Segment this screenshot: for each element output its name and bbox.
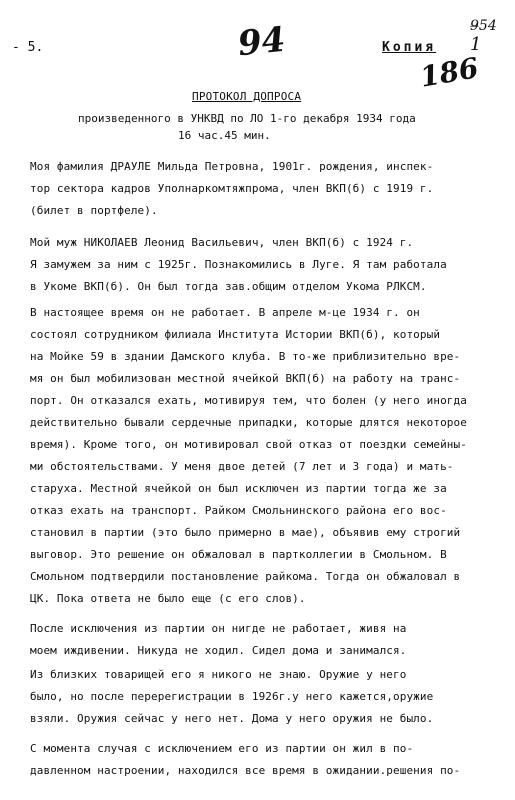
body-line: Мой муж НИКОЛАЕВ Леонид Васильевич, член ВКП(б) с 1924 г.	[30, 236, 414, 249]
body-line: тор сектора кадров Уполнаркомтяжпрома, член ВКП(б) с 1919 г.	[30, 182, 434, 195]
body-line: Моя фамилия ДРАУЛЕ Мильда Петровна, 1901г. рождения, инспек-	[30, 160, 434, 173]
handwritten-sheet-mark: 1	[470, 34, 482, 55]
body-line: давленном настроении, находился все время в ожидании.решения по-	[30, 764, 461, 777]
body-line: ЦК. Пока ответа не было еще (с его слов).	[30, 592, 306, 605]
body-line: на Мойке 59 в здании Дамского клуба. В то-же приблизительно вре-	[30, 350, 461, 363]
body-line: было, но после перерегистрации в 1926г.у него кажется,оружие	[30, 690, 434, 703]
body-line: старуха. Местной ячейкой он был исключен из партии тогда же за	[30, 482, 447, 495]
body-line: мя он был мобилизован местной ячейкой ВКП(б) на работу на транс-	[30, 372, 461, 385]
body-line: состоял сотрудником филиала Института Истории ВКП(б), который	[30, 328, 441, 341]
body-line: отказ ехать на транспорт. Райком Смольнинского района его вос-	[30, 504, 447, 517]
handwritten-folio-number: 94	[236, 19, 288, 65]
body-line: становил в партии (это было примерно в мае), объявив ему строгий	[30, 526, 461, 539]
body-line: действительно бывали сердечные припадки, которые длятся некоторое	[30, 416, 467, 429]
body-line: ми обстоятельствами. У меня двое детей (7 лет и 3 года) и мать-	[30, 460, 454, 473]
document-subtitle-line1: произведенного в УНКВД по ЛО 1-го декабря 1934 года	[78, 112, 416, 125]
body-line: в Укоме ВКП(б). Он был тогда зав.общим отделом Укома РЛКСМ.	[30, 280, 427, 293]
body-line: Я замужем за ним с 1925г. Познакомились в Луге. Я там работала	[30, 258, 447, 271]
body-line: (билет в портфеле).	[30, 204, 158, 217]
body-line: взяли. Оружия сейчас у него нет. Дома у него оружия не было.	[30, 712, 434, 725]
copy-label: Копия	[382, 40, 437, 55]
handwritten-archive-number: 9̶54	[470, 18, 497, 34]
body-line: выговор. Это решение он обжаловал в партколлегии в Смольном. В	[30, 548, 447, 561]
document-title: ПРОТОКОЛ ДОПРОСА	[192, 90, 302, 103]
body-line: После исключения из партии он нигде не работает, живя на	[30, 622, 407, 635]
handwritten-page-number: 186	[417, 51, 481, 94]
body-line: время). Кроме того, он мотивировал свой отказ от поездки семейны-	[30, 438, 467, 451]
page-number: - 5.	[12, 40, 44, 55]
document-subtitle-line2: 16 час.45 мин.	[178, 129, 271, 142]
body-line: В настоящее время он не работает. В апреле м-це 1934 г. он	[30, 306, 420, 319]
body-line: С момента случая с исключением его из партии он жил в по-	[30, 742, 414, 755]
body-line: моем иждивении. Никуда не ходил. Сидел дома и занимался.	[30, 644, 407, 657]
body-line: Смольном подтвердили постановление райкома. Тогда он обжаловал в	[30, 570, 461, 583]
body-line: порт. Он отказался ехать, мотивируя тем, что болен (у него иногда	[30, 394, 467, 407]
body-line: Из близких товарищей его я никого не знаю. Оружие у него	[30, 668, 407, 681]
